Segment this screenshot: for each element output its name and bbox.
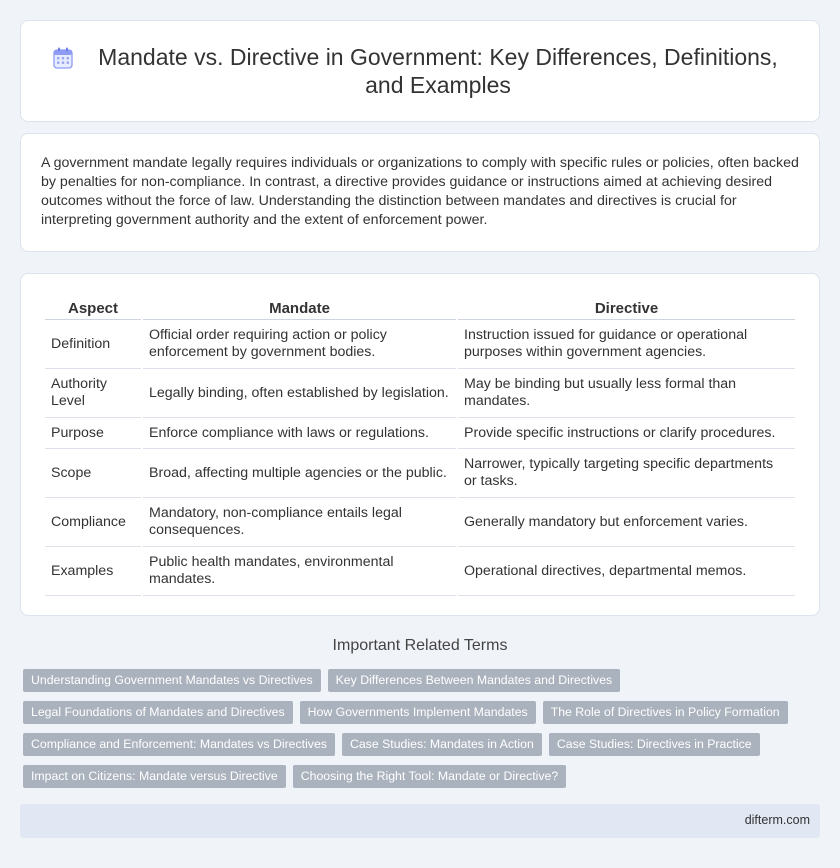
mandate-cell: Broad, affecting multiple agencies or the public. [143,449,456,498]
column-header-aspect: Aspect [45,294,141,320]
tag-row [23,669,823,692]
related-term-tag[interactable]: Legal Foundations of Mandates and Directives [23,701,293,724]
tag-row [23,733,823,756]
related-term-tag[interactable]: Choosing the Right Tool: Mandate or Directive? [293,765,566,788]
mandate-cell: Public health mandates, environmental mandates. [143,547,456,596]
page-title: Mandate vs. Directive in Government: Key Differences, Definitions, and Examples [98,44,778,98]
mandate-cell: Legally binding, often established by legislation. [143,369,456,418]
directive-cell: Narrower, typically targeting specific departments or tasks. [458,449,795,498]
related-term-tag[interactable]: Impact on Citizens: Mandate versus Directive [23,765,286,788]
mandate-cell: Mandatory, non-compliance entails legal consequences. [143,498,456,547]
footer [20,804,820,838]
column-header-mandate: Mandate [143,294,456,320]
intro-card [20,133,820,252]
related-term-tag[interactable]: Case Studies: Mandates in Action [342,733,542,756]
tag-row [23,765,823,788]
directive-cell: Operational directives, departmental memos. [458,547,795,596]
comparison-table-card [20,273,820,616]
related-term-tag[interactable]: Key Differences Between Mandates and Directives [328,669,621,692]
related-term-tag[interactable]: How Governments Implement Mandates [300,701,536,724]
intro-paragraph: A government mandate legally requires individuals or organizations to comply with specific rules or policies, often backed by penalties for non-compliance. In contrast, a directive provides guidance or instructions aimed at achieving desired outcomes without the force of law. Understanding the distinction between mandates and directives is crucial for interpreting government authority and the extent of enforcement power. [41,155,799,228]
aspect-cell: Compliance [45,498,141,547]
directive-cell: Provide specific instructions or clarify procedures. [458,418,795,449]
aspect-cell: Scope [45,449,141,498]
mandate-cell: Official order requiring action or policy enforcement by government bodies. [143,320,456,369]
table-row [45,418,795,449]
table-row [45,320,795,369]
mandate-cell: Enforce compliance with laws or regulations. [143,418,456,449]
related-term-tag[interactable]: The Role of Directives in Policy Formation [543,701,788,724]
footer-site-name[interactable]: difterm.com [744,813,810,827]
related-term-tag[interactable]: Understanding Government Mandates vs Directives [23,669,321,692]
aspect-cell: Definition [45,320,141,369]
aspect-cell: Examples [45,547,141,596]
comparison-table [43,294,797,596]
related-terms-title: Important Related Terms [332,637,508,654]
column-header-directive: Directive [458,294,795,320]
related-terms-tags [23,669,823,797]
aspect-cell: Purpose [45,418,141,449]
table-row [45,449,795,498]
aspect-cell: Authority Level [45,369,141,418]
directive-cell: Instruction issued for guidance or operational purposes within government agencies. [458,320,795,369]
directive-cell: May be binding but usually less formal than mandates. [458,369,795,418]
related-term-tag[interactable]: Compliance and Enforcement: Mandates vs Directives [23,733,335,756]
table-row [45,498,795,547]
related-term-tag[interactable]: Case Studies: Directives in Practice [549,733,760,756]
tag-row [23,701,823,724]
table-row [45,547,795,596]
directive-cell: Generally mandatory but enforcement varies. [458,498,795,547]
table-row [45,369,795,418]
header-card [20,20,820,122]
